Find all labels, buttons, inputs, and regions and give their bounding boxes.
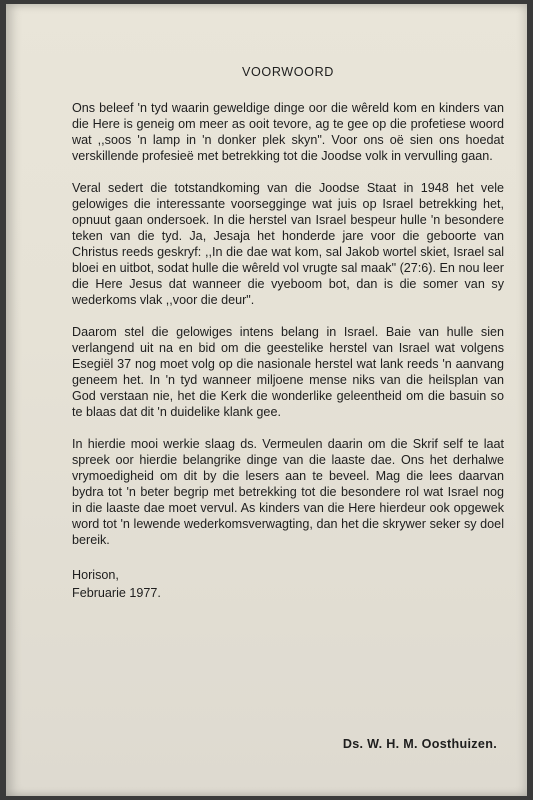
date-line: Februarie 1977. [72, 586, 161, 600]
page-title: VOORWOORD [242, 65, 334, 79]
place-line: Horison, [72, 568, 119, 582]
book-page [6, 4, 527, 796]
paragraph-3: Daarom stel die gelowiges intens belang in Israel. Baie van hulle sien verlangend uit na en bid om die geestelike herstel van Israel wat volgens Esegiël 37 nog moet volg op die nasionale herstel wat lank reeds 'n aanvang geneem het. In 'n tyd wanneer miljoene mense niks van die heilsplan van God verstaan nie, het die Kerk die wonderlike geleentheid om die basuin so te blaas dat dit 'n duidelike klank gee. [72, 325, 504, 419]
paragraph-2: Veral sedert die totstandkoming van die Joodse Staat in 1948 het vele gelowiges die interessante voorsegginge wat juis op Israel betrekking het, opnuut gaan ondersoek. In die herstel van Israel bespeur hulle 'n besondere teken van die tyd. Ja, Jesaja het honderde jare voor die geboorte van Christus reeds geskryf: ,,In die dae wat kom, sal Jakob wortel skiet, Israel sal bloei en uitbot, sodat hulle die wêreld vol vrugte sal maak" (27:6). En nou leer die Here Jesus dat wanneer die vyeboom bot, dan is die somer van sy wederkoms vlak ,,voor die deur". [72, 181, 504, 307]
foreword-body [72, 64, 504, 602]
paragraph-1: Ons beleef 'n tyd waarin geweldige dinge oor die wêreld kom en kinders van die Here is geneig om meer as ooit tevore, ag te gee op die profetiese woord wat ,,soos 'n lamp in 'n donker plek skyn". Voor ons oë sien ons hoedat verskillende profesieë met betrekking tot die Joodse volk in vervulling gaan. [72, 101, 504, 163]
paragraph-4: In hierdie mooi werkie slaag ds. Vermeulen daarin om die Skrif self te laat spreek oor hierdie belangrike dinge van die laaste dae. Ons het derhalwe vrymoedigheid om dit by die lesers aan te beveel. Mag die lees daarvan bydra tot 'n beter begrip met betrekking tot die besondere rol wat Israel nog in die laaste dae moet vervul. As kinders van die Here hierdeur ook opgewek word tot 'n lewende wederkomsverwagting, dan het die skrywer seker sy doel bereik. [72, 437, 504, 547]
signature: Ds. W. H. M. Oosthuizen. [342, 737, 497, 751]
signoff [72, 566, 504, 602]
